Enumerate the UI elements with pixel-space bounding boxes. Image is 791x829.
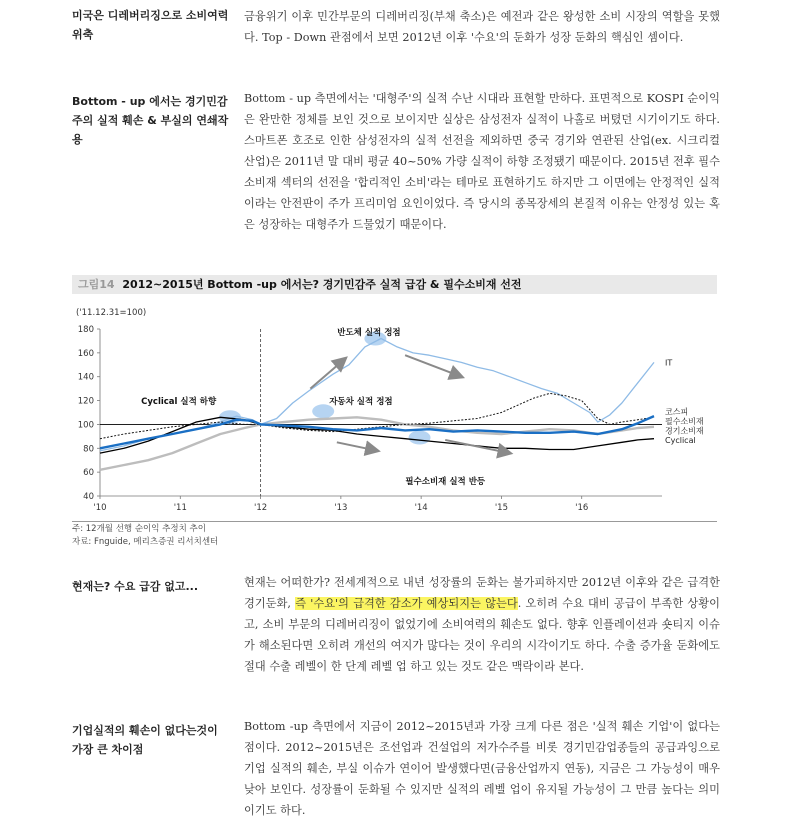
x-tick-label: '11 [173,503,187,513]
x-tick-label: '14 [414,503,428,513]
legend-label-IT: IT [665,358,673,368]
paragraph-current [244,572,720,677]
sidenote-earnings: 기업실적의 훼손이 없다는것이 가장 큰 차이점 [72,724,218,756]
paragraph-current-post: . 오히려 수요 대비 공급이 부족한 상황이고, 소비 부문의 디레버리징이 없었기에 소비여력의 훼손도 없다. 향후 인플레이션과 숏티지 이슈가 해소된다면 오히려 개선의 여지가 많다는 것이 우리의 시각이기도 하다. 수출 증가율 둔화에도 절대 수출 레벨이 한 단계 레벨 업 하고 있는 것도 같은 맥락이라 본다. [244,597,720,673]
sidenote-bottom-up: Bottom - up 에서는 경기민감주의 실적 훼손 & 부실의 연쇄작용 [72,95,229,146]
x-tick-label: '12 [253,503,268,513]
y-tick-label: 120 [77,396,94,407]
figure-title: 2012~2015년 Bottom -up 에서는? 경기민감주 실적 급감 & 필수소비재 선전 [122,278,522,291]
y-tick-label: 40 [83,492,94,502]
paragraph-current-pre: 현재는 어떠한가? 전세계적으로 내년 성장률의 둔화는 불가피하지만 2012년 이후와 같은 급격한 경기둔화, [244,576,720,610]
sidenote-deleveraging: 미국은 디레버리징으로 소비여력 위축 [72,9,229,41]
figure-title-bar [72,275,717,294]
annotation-1: Cyclical 실적 하향 [141,397,217,408]
y-tick-label: 60 [83,468,94,479]
series-line-경기소비재 [100,417,654,470]
paragraph-bottom-up: Bottom - up 측면에서는 '대형주'의 실적 수난 시대라 표현할 만하다. 표면적으로 KOSPI 순이익은 완만한 정체를 보인 것으로 보이지만 실상은 삼성전자 실적이 나홀로 버텼던 시기이기도 하다. 스마트폰 호조로 인한 삼성전자의 실적 선전을 제외하면 중국 경기와 연관된 산업(ex. 시크리컬 산업)은 2011년 말 대비 평균 40~50% 가량 실적이 하향 조정됐기 때문이다. 2015년 전후 필수소비재 섹터의 선전을 '합리적인 소비'라는 테마로 표현하기도 하지만 그 이면에는 안정적인 실적이라는 안전판이 주가 프리미엄 요인이었다. 즉 당시의 종목장세의 본질적 이유는 안정성 있는 혹은 성장하는 대형주가 드물었기 때문이다. [244,92,720,231]
figure-bottom-rule [72,521,717,522]
earnings-chart-svg [72,296,718,521]
y-tick-label: 100 [77,420,94,431]
legend-label-Cyclical: Cyclical [665,435,696,445]
trend-arrow-2 [337,442,377,450]
x-tick-label: '16 [575,503,589,513]
legend-label-경기소비재: 경기소비재 [665,426,704,436]
highlighted-text: 즉 '수요'의 급격한 감소가 예상되지는 않는다 [295,597,518,610]
x-tick-label: '10 [93,503,107,513]
x-tick-label: '13 [334,503,348,513]
series-line-코스피 [100,416,654,448]
annotation-2: 자동차 실적 정점 [329,397,393,408]
y-tick-label: 160 [77,348,94,359]
trend-arrow-3 [445,440,509,453]
legend-label-코스피: 코스피 [665,407,689,417]
earnings-chart [72,296,718,521]
paragraph-earnings: Bottom -up 측면에서 지금이 2012~2015년과 가장 크게 다른 점은 '실적 훼손 기업'이 없다는 점이다. 2012~2015년은 조선업과 건설업의 저가수주를 비롯 경기민감업종들의 공급과잉으로 기업 실적의 훼손, 부실 이슈가 연이어 발생했다면(금융산업까지 연동), 지금은 그 가능성이 매우 낮아 보인다. 성장률이 둔화될 수 있지만 실적의 레벨 업이 유지될 가능성이 그 만큼 높다는 의미이기도 하다. [244,720,720,817]
figure-source: 자료: Fnguide, 메리츠증권 리서치센터 [72,537,219,547]
y-tick-label: 140 [77,372,94,383]
figure-label: 그림14 [78,278,115,291]
sidenote-current: 현재는? 수요 급감 없고... [72,580,199,593]
trend-arrow-1 [405,355,461,376]
highlight-ellipse-3 [409,431,431,445]
legend-label-필수소비재: 필수소비재 [665,416,704,426]
figure-note: 주: 12개월 선행 순이익 추정치 추이 [72,524,206,534]
trend-arrow-0 [310,359,345,389]
paragraph-deleveraging: 금융위기 이후 민간부문의 디레버리징(부채 축소)은 예전과 같은 왕성한 소비 시장의 역할을 못했다. Top - Down 관점에서 보면 2012년 이후 '수요'의 둔화가 성장 둔화의 핵심인 셈이다. [244,10,720,44]
series-line-IT [100,339,654,451]
y-axis-unit-label: ('11.12.31=100) [76,308,147,318]
annotation-3: 필수소비재 실적 반등 [405,477,486,488]
y-tick-label: 80 [83,444,94,455]
annotation-0: 반도체 실적 정점 [337,327,401,338]
y-tick-label: 180 [77,325,94,335]
x-tick-label: '15 [494,503,509,513]
